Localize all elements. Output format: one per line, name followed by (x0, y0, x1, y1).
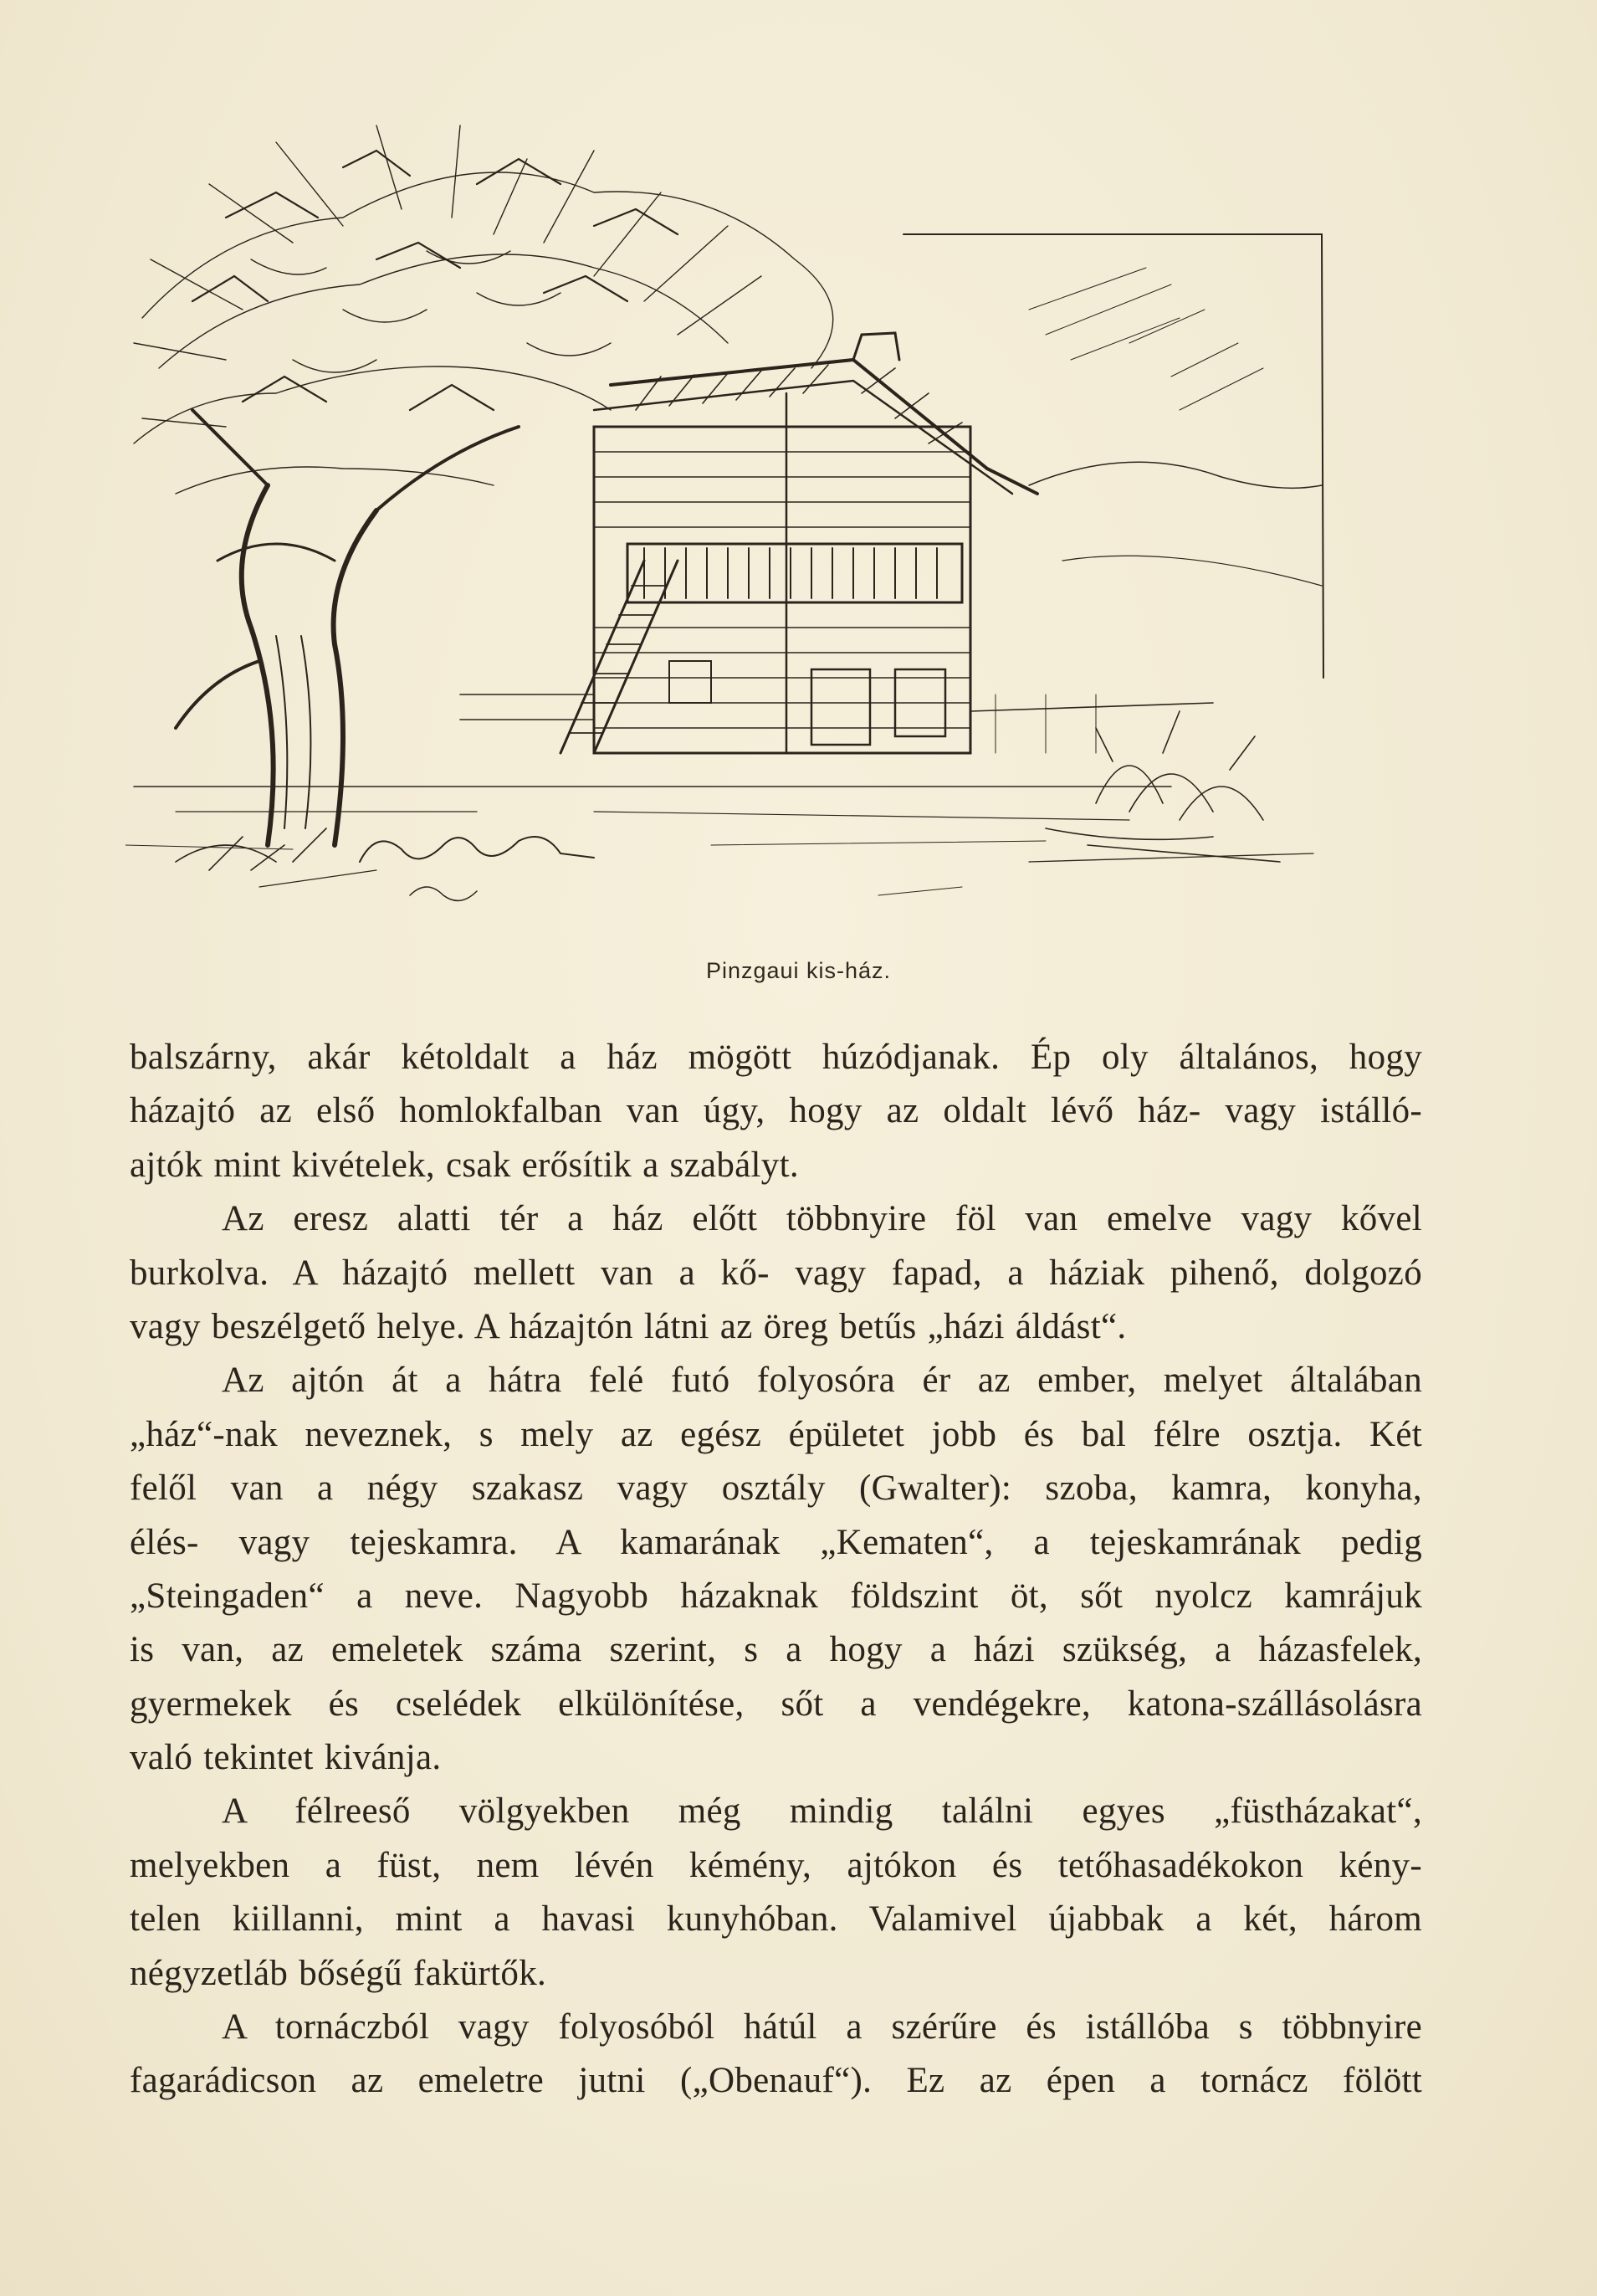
text-line: burkolva. A házajtó mellett van a kő- vagy fapad, a háziak pihenő, dolgozó (130, 1253, 1422, 1293)
text-line: gyermekek és cselédek elkülönítése, sőt a vendégekre, katona-szállásolásra (130, 1684, 1422, 1724)
text-line: Az ajtón át a hátra felé futó folyosóra ér az ember, melyet általában (222, 1361, 1422, 1401)
text-line: A tornáczból vagy folyosóból hátúl a szérűre és istállóba s többnyire (222, 2007, 1422, 2047)
text-line: négyzetláb bőségű fakürtők. (130, 1953, 547, 1993)
text-line: „Steingaden“ a neve. Nagyobb házaknak földszint öt, sőt nyolcz kamrájuk (130, 1576, 1422, 1616)
text-line: Az eresz alatti tér a ház előtt többnyire föl van emelve vagy kővel (222, 1199, 1422, 1239)
figure-caption: Pinzgaui kis-ház. (705, 958, 892, 983)
text-line: balszárny, akár kétoldalt a ház mögött húzódjanak. Ép oly általános, hogy (130, 1038, 1422, 1077)
body-text (130, 1031, 1422, 2109)
text-line: is van, az emeletek száma szerint, s a hogy a házi szükség, a házasfelek, (130, 1630, 1422, 1670)
text-line: „ház“-nak neveznek, s mely az egész épületet jobb és bal félre osztja. Két (130, 1414, 1422, 1454)
text-line: telen kiillanni, mint a havasi kunyhóban. Valamivel újabbak a két, három (130, 1899, 1422, 1940)
text-line: élés- vagy tejeskamra. A kamarának „Kematen“, a tejeskamrának pedig (130, 1522, 1422, 1562)
house-and-tree-drawing (125, 92, 1431, 954)
text-line: A félreeső völgyekben még mindig találni egyes „füstházakat“, (222, 1791, 1422, 1832)
text-line: fagarádicson az emeletre jutni („Obenauf“). Ez az épen a tornácz fölött (130, 2061, 1422, 2101)
text-line: felől van a négy szakasz vagy osztály (Gwalter): szoba, kamra, konyha, (130, 1468, 1422, 1509)
text-line: házajtó az első homlokfalban van úgy, hogy az oldalt lévő ház- vagy istálló- (130, 1091, 1422, 1131)
text-line: ajtók mint kivételek, csak erősítik a szabályt. (130, 1145, 799, 1185)
text-line: vagy beszélgető helye. A házajtón látni az öreg betűs „házi áldást“. (130, 1306, 1127, 1346)
text-line: való tekintet kivánja. (130, 1738, 442, 1778)
text-line: melyekben a füst, nem lévén kémény, ajtókon és tetőhasadékokon kény- (130, 1845, 1422, 1885)
figure-illustration (125, 92, 1431, 954)
